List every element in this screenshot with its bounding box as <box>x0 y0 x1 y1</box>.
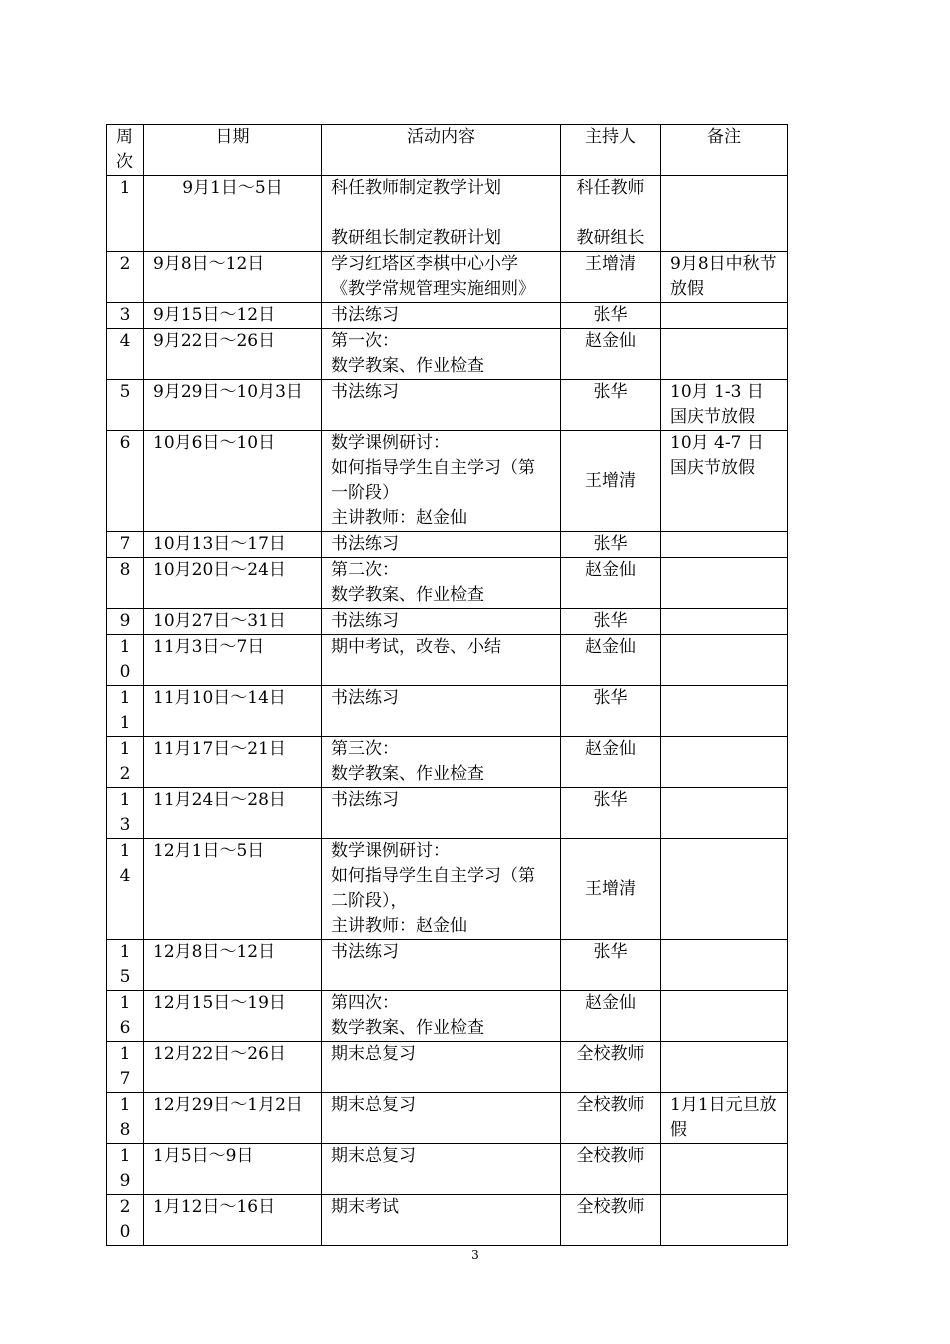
date-cell: 10月13日～17日 <box>144 532 322 558</box>
note-cell <box>661 609 788 635</box>
table-row <box>107 686 788 737</box>
date-cell: 10月27日～31日 <box>144 609 322 635</box>
activity-line: 书法练习 <box>331 382 399 402</box>
activity-line: 学习红塔区李棋中心小学 <box>331 254 518 274</box>
table-row <box>107 380 788 431</box>
note-cell <box>661 1042 788 1093</box>
table-row <box>107 788 788 839</box>
week-cell: 13 <box>107 788 144 839</box>
week-cell: 18 <box>107 1093 144 1144</box>
activity-line: 第三次： <box>331 739 399 759</box>
activity-cell <box>322 1195 561 1246</box>
table-row <box>107 176 788 252</box>
table-row <box>107 1093 788 1144</box>
host-line: 张华 <box>593 790 628 810</box>
activity-cell <box>322 303 561 329</box>
activity-cell <box>322 532 561 558</box>
note-cell <box>661 329 788 380</box>
header-activity: 活动内容 <box>322 125 561 176</box>
week-cell: 20 <box>107 1195 144 1246</box>
host-line: 王增清 <box>585 254 636 274</box>
header-week: 周次 <box>107 125 144 176</box>
note-cell <box>661 1144 788 1195</box>
host-cell <box>561 1093 661 1144</box>
note-cell: 10月 4-7 日国庆节放假 <box>661 431 788 532</box>
host-cell <box>561 558 661 609</box>
activity-line: 第二次： <box>331 560 399 580</box>
host-cell <box>561 329 661 380</box>
date-cell: 9月8日～12日 <box>144 252 322 303</box>
week-cell: 11 <box>107 686 144 737</box>
host-line: 王增清 <box>585 878 636 899</box>
week-cell: 7 <box>107 532 144 558</box>
activity-cell <box>322 380 561 431</box>
activity-cell <box>322 609 561 635</box>
week-cell: 6 <box>107 431 144 532</box>
activity-line: 如何指导学生自主学习（第二阶段）， <box>331 866 535 911</box>
activity-line <box>331 201 551 226</box>
activity-cell <box>322 1093 561 1144</box>
activity-line: 书法练习 <box>331 305 399 325</box>
note-cell <box>661 303 788 329</box>
header-date: 日期 <box>144 125 322 176</box>
activity-line: 教研组长制定教研计划 <box>331 228 501 248</box>
host-cell <box>561 176 661 252</box>
note-cell <box>661 839 788 940</box>
table-row <box>107 431 788 532</box>
activity-cell <box>322 940 561 991</box>
host-cell <box>561 686 661 737</box>
host-line: 张华 <box>593 534 628 554</box>
host-cell <box>561 303 661 329</box>
note-cell <box>661 558 788 609</box>
activity-cell <box>322 737 561 788</box>
week-cell: 8 <box>107 558 144 609</box>
table-row <box>107 329 788 380</box>
date-cell: 9月29日～10月3日 <box>144 380 322 431</box>
host-line: 教研组长 <box>576 228 645 248</box>
week-cell: 10 <box>107 635 144 686</box>
date-cell: 10月20日～24日 <box>144 558 322 609</box>
activity-line: 数学教案、作业检查 <box>331 356 484 376</box>
activity-line: 《教学常规管理实施细则》 <box>331 279 535 299</box>
week-cell: 14 <box>107 839 144 940</box>
host-line: 全校教师 <box>576 1044 645 1064</box>
activity-line: 第一次： <box>331 331 399 351</box>
activity-cell <box>322 1144 561 1195</box>
header-host: 主持人 <box>561 125 661 176</box>
host-line: 赵金仙 <box>585 560 636 580</box>
activity-cell <box>322 991 561 1042</box>
host-cell <box>561 635 661 686</box>
host-cell <box>561 1042 661 1093</box>
host-line: 张华 <box>593 611 628 631</box>
activity-line: 书法练习 <box>331 942 399 962</box>
host-line: 张华 <box>593 942 628 962</box>
week-cell: 1 <box>107 176 144 252</box>
host-cell <box>561 788 661 839</box>
note-cell <box>661 532 788 558</box>
host-line: 赵金仙 <box>585 331 636 351</box>
date-cell: 12月1日～5日 <box>144 839 322 940</box>
host-line <box>570 201 651 226</box>
activity-line: 期末总复习 <box>331 1095 416 1115</box>
activity-cell <box>322 1042 561 1093</box>
activity-line: 数学教案、作业检查 <box>331 764 484 784</box>
date-cell: 10月6日～10日 <box>144 431 322 532</box>
table-row <box>107 609 788 635</box>
week-cell: 2 <box>107 252 144 303</box>
host-line: 张华 <box>593 688 628 708</box>
activity-cell <box>322 686 561 737</box>
activity-cell <box>322 329 561 380</box>
note-cell <box>661 1195 788 1246</box>
table-row <box>107 1042 788 1093</box>
date-cell: 11月10日～14日 <box>144 686 322 737</box>
activity-line: 数学课例研讨： <box>331 433 450 453</box>
table-row <box>107 558 788 609</box>
table-body <box>107 176 788 1246</box>
table-row <box>107 303 788 329</box>
activity-line: 期末总复习 <box>331 1146 416 1166</box>
note-cell <box>661 635 788 686</box>
host-line: 王增清 <box>585 470 636 491</box>
activity-line: 书法练习 <box>331 534 399 554</box>
host-cell <box>561 431 661 532</box>
activity-line: 书法练习 <box>331 790 399 810</box>
week-cell: 3 <box>107 303 144 329</box>
activity-line: 科任教师制定教学计划 <box>331 178 501 198</box>
note-cell: 1月1日元旦放假 <box>661 1093 788 1144</box>
header-note: 备注 <box>661 125 788 176</box>
week-cell: 15 <box>107 940 144 991</box>
page-number: 3 <box>471 1248 479 1262</box>
week-cell: 5 <box>107 380 144 431</box>
table-row <box>107 839 788 940</box>
host-line: 赵金仙 <box>585 637 636 657</box>
host-cell <box>561 380 661 431</box>
host-cell <box>561 1144 661 1195</box>
week-cell: 16 <box>107 991 144 1042</box>
note-cell <box>661 737 788 788</box>
week-cell: 17 <box>107 1042 144 1093</box>
table-row <box>107 1144 788 1195</box>
activity-line: 数学教案、作业检查 <box>331 585 484 605</box>
host-line: 科任教师 <box>576 178 645 198</box>
host-cell <box>561 991 661 1042</box>
date-cell: 9月15日～12日 <box>144 303 322 329</box>
date-cell: 12月8日～12日 <box>144 940 322 991</box>
date-cell: 1月12日～16日 <box>144 1195 322 1246</box>
date-cell: 11月3日～7日 <box>144 635 322 686</box>
week-cell: 19 <box>107 1144 144 1195</box>
activity-cell <box>322 252 561 303</box>
table-row <box>107 635 788 686</box>
date-cell: 11月17日～21日 <box>144 737 322 788</box>
host-line: 张华 <box>593 305 628 325</box>
teaching-schedule-table <box>106 124 788 1246</box>
note-cell <box>661 176 788 252</box>
activity-line: 如何指导学生自主学习（第一阶段） <box>331 458 535 503</box>
host-cell <box>561 737 661 788</box>
host-line: 全校教师 <box>576 1095 645 1115</box>
activity-cell <box>322 558 561 609</box>
table-row <box>107 991 788 1042</box>
activity-line: 书法练习 <box>331 611 399 631</box>
week-cell: 12 <box>107 737 144 788</box>
host-line: 赵金仙 <box>585 739 636 759</box>
activity-line: 数学课例研讨： <box>331 841 450 861</box>
activity-line: 数学教案、作业检查 <box>331 1018 484 1038</box>
activity-cell <box>322 839 561 940</box>
date-cell: 9月22日～26日 <box>144 329 322 380</box>
activity-line: 书法练习 <box>331 688 399 708</box>
note-cell: 9月8日中秋节放假 <box>661 252 788 303</box>
table-row <box>107 252 788 303</box>
activity-line: 期末总复习 <box>331 1044 416 1064</box>
host-cell <box>561 252 661 303</box>
note-cell <box>661 991 788 1042</box>
activity-line: 期末考试 <box>331 1197 399 1217</box>
host-cell <box>561 1195 661 1246</box>
date-cell: 12月15日～19日 <box>144 991 322 1042</box>
note-cell: 10月 1-3 日国庆节放假 <box>661 380 788 431</box>
table-header-row <box>107 125 788 176</box>
host-line: 全校教师 <box>576 1146 645 1166</box>
activity-cell <box>322 176 561 252</box>
date-cell: 9月1日～5日 <box>144 176 322 252</box>
note-cell <box>661 788 788 839</box>
date-cell: 11月24日～28日 <box>144 788 322 839</box>
activity-line: 主讲教师：赵金仙 <box>331 508 467 528</box>
activity-line: 第四次： <box>331 993 399 1013</box>
table-row <box>107 737 788 788</box>
week-cell: 9 <box>107 609 144 635</box>
date-cell: 1月5日～9日 <box>144 1144 322 1195</box>
activity-cell <box>322 635 561 686</box>
host-line: 全校教师 <box>576 1197 645 1217</box>
host-cell <box>561 839 661 940</box>
host-cell <box>561 940 661 991</box>
host-line: 张华 <box>593 382 628 402</box>
host-line: 赵金仙 <box>585 993 636 1013</box>
table-row <box>107 532 788 558</box>
table-row <box>107 940 788 991</box>
host-cell <box>561 532 661 558</box>
activity-line: 期中考试，改卷、小结 <box>331 637 501 657</box>
date-cell: 12月22日～26日 <box>144 1042 322 1093</box>
activity-line: 主讲教师：赵金仙 <box>331 916 467 936</box>
week-cell: 4 <box>107 329 144 380</box>
date-cell: 12月29日～1月2日 <box>144 1093 322 1144</box>
activity-cell <box>322 788 561 839</box>
note-cell <box>661 686 788 737</box>
activity-cell <box>322 431 561 532</box>
host-cell <box>561 609 661 635</box>
note-cell <box>661 940 788 991</box>
table-row <box>107 1195 788 1246</box>
